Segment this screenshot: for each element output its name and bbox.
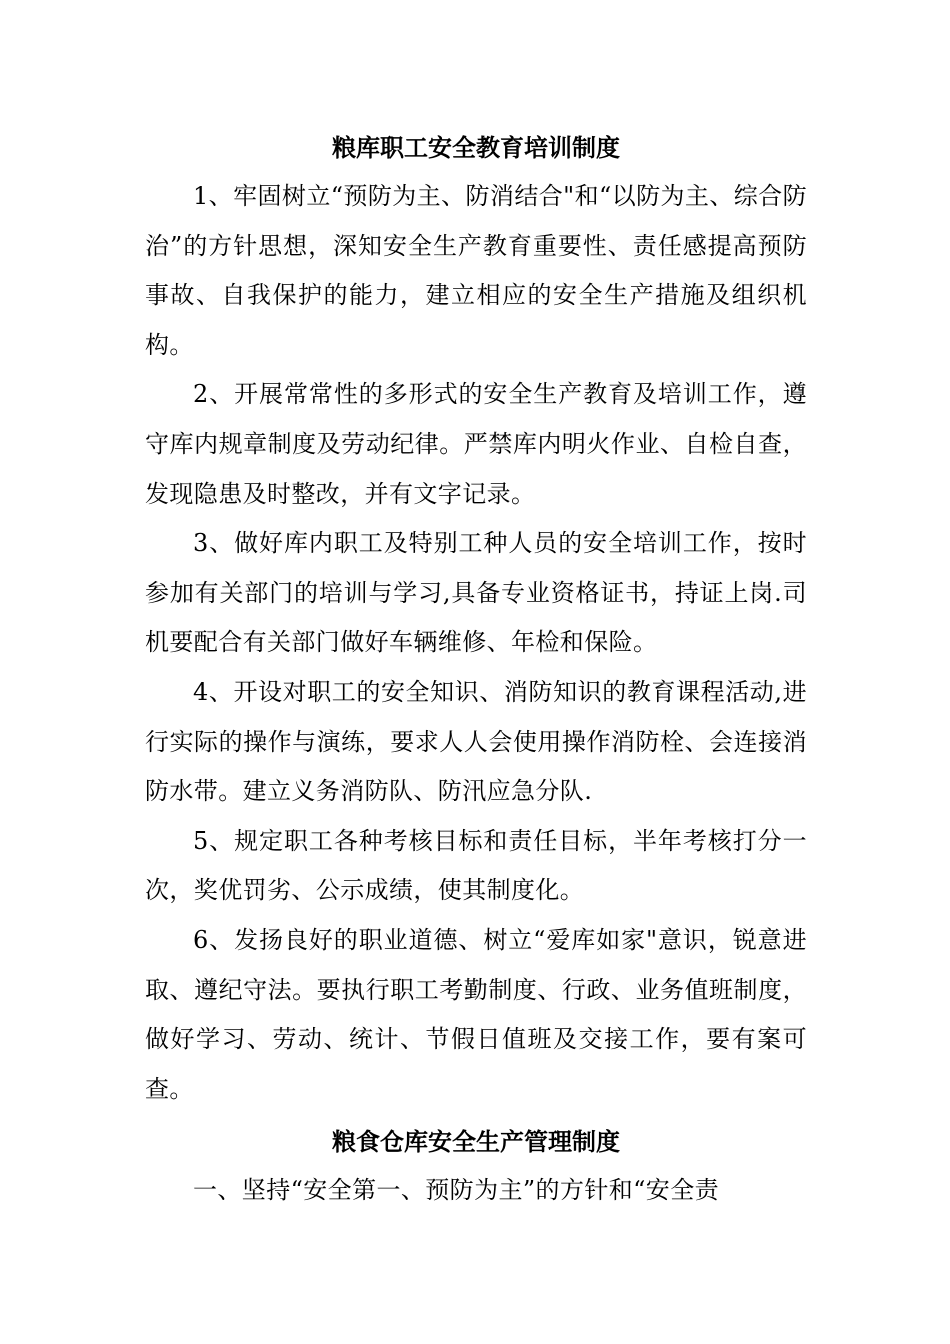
section-2-paragraph-1: 一、坚持“安全第一、预防为主”的方针和“安全责 <box>193 1176 720 1205</box>
section-2-title: 粮食仓库安全生产管理制度 <box>332 1127 620 1157</box>
section-1-paragraph-3: 3、做好库内职工及特别工种人员的安全培训工作，按时参加有关部门的培训与学习,具备专业资格证书，持证上岗.司机要配合有关部门做好车辆维修、年检和保险。 <box>145 529 807 657</box>
section-1-paragraph-1: 1、牢固树立“预防为主、防消结合"和“以防为主、综合防治”的方针思想，深知安全生产教育重要性、责任感提高预防事故、自我保护的能力，建立相应的安全生产措施及组织机构。 <box>145 182 807 359</box>
section-1-paragraph-4: 4、开设对职工的安全知识、消防知识的教育课程活动,进行实际的操作与演练，要求人人会使用操作消防栓、会连接消防水带。建立义务消防队、防汛应急分队. <box>145 677 807 806</box>
section-1-title: 粮库职工安全教育培训制度 <box>332 133 620 162</box>
section-1-paragraph-2: 2、开展常常性的多形式的安全生产教育及培训工作，遵守库内规章制度及劳动纪律。严禁库内明火作业、自检自查，发现隐患及时整改，并有文字记录。 <box>145 380 807 508</box>
section-1-paragraph-6: 6、发扬良好的职业道德、树立“爱库如家"意识，锐意进取、遵纪守法。要执行职工考勤制度、行政、业务值班制度，做好学习、劳动、统计、节假日值班及交接工作，要有案可查。 <box>145 925 807 1103</box>
section-1-paragraph-5: 5、规定职工各种考核目标和责任目标，半年考核打分一次，奖优罚劣、公示成绩，使其制度化。 <box>145 826 807 905</box>
document-page <box>145 128 807 1216</box>
